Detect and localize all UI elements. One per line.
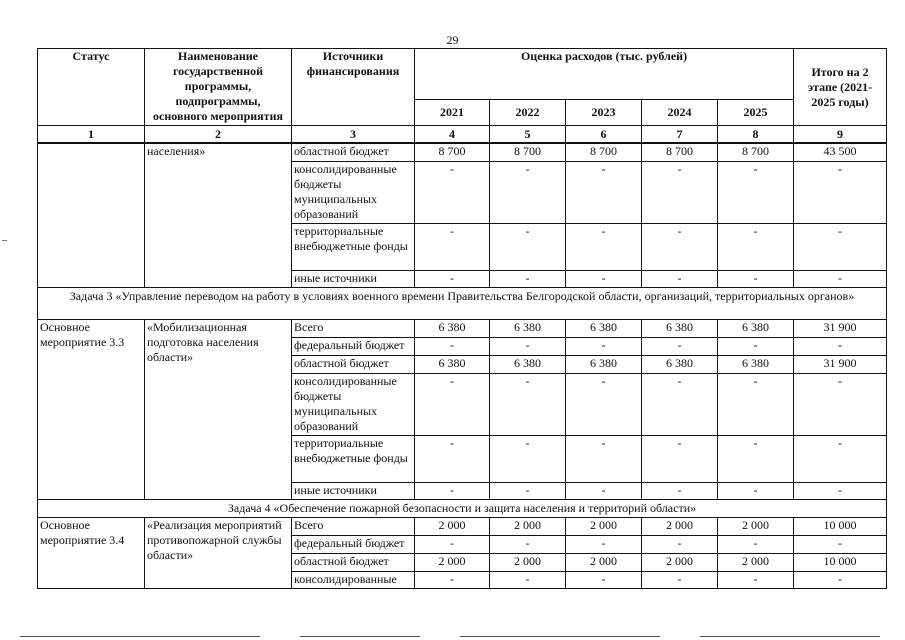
funding-source-cell: федеральный бюджет	[292, 337, 415, 355]
value-cell: 10 000	[794, 517, 887, 535]
status-cell: Основное мероприятие 3.4	[38, 517, 145, 588]
value-cell: 6 380	[642, 355, 718, 373]
value-cell: 8 700	[415, 143, 490, 161]
value-cell: -	[794, 482, 887, 499]
value-cell: 31 900	[794, 319, 887, 337]
value-cell: 6 380	[718, 355, 794, 373]
funding-source-cell: консолидированные бюджеты муниципальных образований	[292, 161, 415, 223]
task-row	[38, 499, 887, 517]
program-name-cell: «Реализация мероприятий противопожарной службы области»	[145, 517, 292, 588]
value-cell: 2 000	[642, 517, 718, 535]
value-cell: -	[794, 161, 887, 223]
value-cell: 6 380	[642, 319, 718, 337]
value-cell: 2 000	[415, 553, 490, 571]
value-cell: -	[794, 270, 887, 287]
funding-source-cell: иные источники	[292, 482, 415, 499]
value-cell: -	[415, 482, 490, 499]
value-cell: -	[794, 373, 887, 435]
value-cell: 8 700	[642, 143, 718, 161]
header-expense-estimate: Оценка расходов (тыс. рублей)	[415, 49, 794, 100]
page-number: 29	[446, 33, 459, 47]
value-cell: -	[566, 161, 642, 223]
value-cell: -	[718, 337, 794, 355]
value-cell: -	[642, 535, 718, 553]
value-cell: -	[794, 535, 887, 553]
value-cell: -	[718, 535, 794, 553]
value-cell: -	[718, 223, 794, 270]
value-cell: 2 000	[642, 553, 718, 571]
value-cell: 2 000	[718, 553, 794, 571]
program-name-cell: «Мобилизационная подготовка населения области»	[145, 319, 292, 499]
funding-source-cell: областной бюджет	[292, 143, 415, 161]
value-cell: -	[490, 373, 566, 435]
margin-mark	[2, 240, 7, 241]
value-cell: -	[566, 373, 642, 435]
value-cell: -	[490, 223, 566, 270]
column-number: 3	[292, 126, 415, 144]
column-number: 7	[642, 126, 718, 144]
value-cell: 6 380	[415, 319, 490, 337]
status-cell: Основное мероприятие 3.3	[38, 319, 145, 499]
value-cell: 2 000	[490, 517, 566, 535]
value-cell: -	[794, 435, 887, 482]
header-status: Статус	[38, 49, 145, 126]
value-cell: -	[794, 571, 887, 588]
value-cell: 6 380	[566, 319, 642, 337]
value-cell: -	[490, 482, 566, 499]
column-number: 4	[415, 126, 490, 144]
value-cell: -	[718, 482, 794, 499]
expenditure-table	[37, 48, 887, 589]
value-cell: 2 000	[490, 553, 566, 571]
value-cell: -	[415, 161, 490, 223]
value-cell: 6 380	[490, 355, 566, 373]
funding-source-cell: Всего	[292, 319, 415, 337]
column-number: 8	[718, 126, 794, 144]
header-year: 2023	[566, 100, 642, 126]
value-cell: 8 700	[490, 143, 566, 161]
funding-source-cell: областной бюджет	[292, 553, 415, 571]
task-row	[38, 287, 887, 319]
value-cell: -	[566, 482, 642, 499]
status-cell	[38, 143, 145, 287]
column-number: 5	[490, 126, 566, 144]
value-cell: -	[794, 337, 887, 355]
funding-source-cell: Всего	[292, 517, 415, 535]
column-number: 9	[794, 126, 887, 144]
funding-source-cell: иные источники	[292, 270, 415, 287]
table-row	[38, 517, 887, 535]
header-year: 2021	[415, 100, 490, 126]
value-cell: -	[415, 270, 490, 287]
value-cell: -	[718, 161, 794, 223]
funding-source-cell: территориальные внебюджетные фонды	[292, 223, 415, 270]
value-cell: 8 700	[566, 143, 642, 161]
value-cell: -	[642, 161, 718, 223]
value-cell: 6 380	[490, 319, 566, 337]
funding-source-cell: территориальные внебюджетные фонды	[292, 435, 415, 482]
value-cell: -	[566, 535, 642, 553]
task-heading: Задача 3 «Управление переводом на работу в условиях военного времени Правительства Белгородской области, организаций, территориальных органов»	[38, 287, 887, 319]
header-funding-sources: Источники финансирования	[292, 49, 415, 126]
value-cell: -	[566, 571, 642, 588]
column-number: 6	[566, 126, 642, 144]
value-cell: -	[566, 337, 642, 355]
value-cell: -	[718, 435, 794, 482]
value-cell: -	[415, 535, 490, 553]
value-cell: -	[642, 482, 718, 499]
value-cell: -	[718, 571, 794, 588]
value-cell: 10 000	[794, 553, 887, 571]
value-cell: 43 500	[794, 143, 887, 161]
value-cell: 2 000	[718, 517, 794, 535]
value-cell: 6 380	[415, 355, 490, 373]
funding-source-cell: областной бюджет	[292, 355, 415, 373]
value-cell: -	[566, 435, 642, 482]
header-year: 2024	[642, 100, 718, 126]
header-year: 2022	[490, 100, 566, 126]
value-cell: -	[642, 435, 718, 482]
header-total: Итого на 2 этапе (2021-2025 годы)	[794, 49, 887, 126]
value-cell: 2 000	[566, 553, 642, 571]
value-cell: -	[415, 373, 490, 435]
bottom-edge-lines	[0, 632, 905, 640]
funding-source-cell: федеральный бюджет	[292, 535, 415, 553]
value-cell: 6 380	[566, 355, 642, 373]
header-program-name: Наименование государственной программы, подпрограммы, основного мероприятия	[145, 49, 292, 126]
program-name-cell: населения»	[145, 143, 292, 287]
value-cell: -	[490, 435, 566, 482]
value-cell: -	[642, 270, 718, 287]
value-cell: -	[718, 373, 794, 435]
value-cell: -	[490, 571, 566, 588]
table-row	[38, 143, 887, 161]
value-cell: -	[415, 223, 490, 270]
value-cell: 31 900	[794, 355, 887, 373]
value-cell: 6 380	[718, 319, 794, 337]
value-cell: -	[642, 373, 718, 435]
column-number: 1	[38, 126, 145, 144]
value-cell: 8 700	[718, 143, 794, 161]
value-cell: -	[490, 535, 566, 553]
value-cell: -	[642, 337, 718, 355]
value-cell: -	[566, 270, 642, 287]
value-cell: -	[415, 435, 490, 482]
value-cell: -	[566, 223, 642, 270]
value-cell: -	[415, 571, 490, 588]
value-cell: -	[642, 223, 718, 270]
task-heading: Задача 4 «Обеспечение пожарной безопасности и защита населения и территорий области»	[38, 499, 887, 517]
value-cell: -	[490, 337, 566, 355]
column-number: 2	[145, 126, 292, 144]
value-cell: -	[490, 161, 566, 223]
value-cell: -	[490, 270, 566, 287]
value-cell: -	[718, 270, 794, 287]
header-year: 2025	[718, 100, 794, 126]
value-cell: -	[415, 337, 490, 355]
value-cell: -	[794, 223, 887, 270]
table-row	[38, 319, 887, 337]
value-cell: -	[642, 571, 718, 588]
value-cell: 2 000	[415, 517, 490, 535]
value-cell: 2 000	[566, 517, 642, 535]
funding-source-cell: консолидированные	[292, 571, 415, 588]
funding-source-cell: консолидированные бюджеты муниципальных образований	[292, 373, 415, 435]
